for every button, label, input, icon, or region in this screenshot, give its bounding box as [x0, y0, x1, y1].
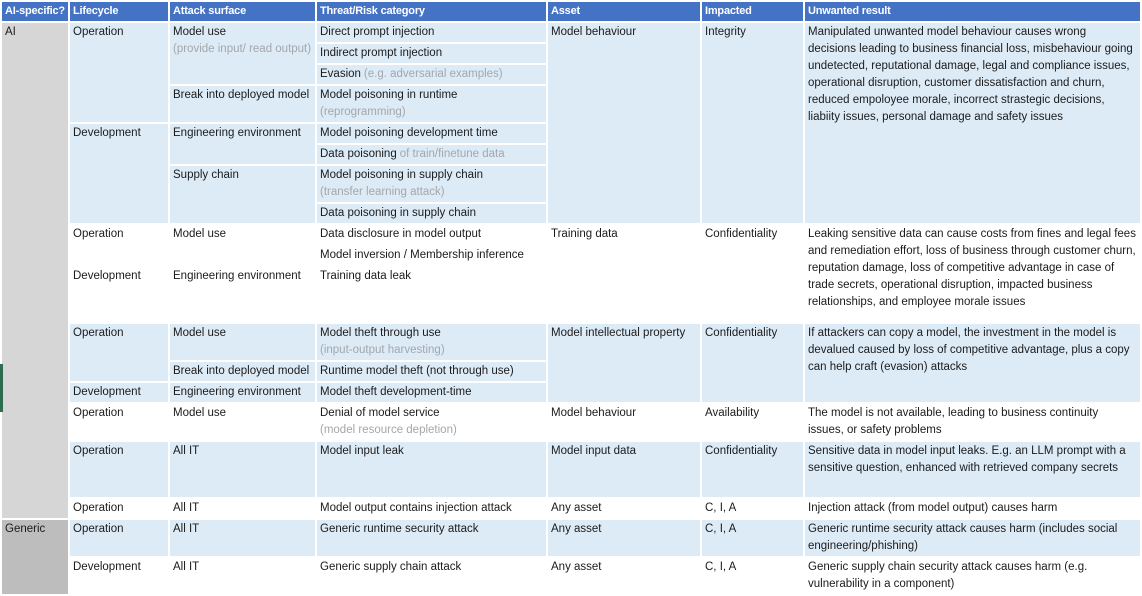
- cell-threat[interactable]: Model poisoning development time: [316, 123, 547, 144]
- cell-lifecycle[interactable]: Operation: [69, 403, 169, 441]
- threat-note: (reprogramming): [320, 106, 406, 118]
- cell-unwanted-result[interactable]: If attackers can copy a model, the investment in the model is devalued caused by loss of competitive advantage, plus a copy can help craft (evasion) attacks: [804, 323, 1141, 403]
- cell-lifecycle[interactable]: Development: [69, 382, 169, 403]
- cell-asset[interactable]: Training data: [547, 224, 701, 323]
- cell-attack-surface[interactable]: All IT: [169, 441, 316, 498]
- cell-threat[interactable]: [316, 403, 547, 441]
- cell-asset[interactable]: Model behaviour: [547, 403, 701, 441]
- header-asset[interactable]: Asset: [547, 1, 701, 22]
- header-attack-surface[interactable]: Attack surface: [169, 1, 316, 22]
- table-row: [1, 498, 1141, 519]
- cell-unwanted-result[interactable]: Generic supply chain security attack causes harm (e.g. vulnerability in a component): [804, 557, 1141, 595]
- cell-lifecycle[interactable]: Development: [69, 123, 169, 224]
- cell-impacted[interactable]: C, I, A: [701, 557, 804, 595]
- cell-threat[interactable]: Data disclosure in model output: [316, 224, 547, 245]
- cell-threat[interactable]: [316, 144, 547, 165]
- header-row: [1, 1, 1141, 22]
- cell-threat[interactable]: [316, 85, 547, 123]
- cell-threat[interactable]: Training data leak: [316, 266, 547, 323]
- cell-impacted[interactable]: Confidentiality: [701, 224, 804, 323]
- cell-lifecycle[interactable]: Development: [69, 266, 169, 323]
- cell-asset[interactable]: Any asset: [547, 498, 701, 519]
- table-row: [1, 519, 1141, 557]
- cell-asset[interactable]: Any asset: [547, 519, 701, 557]
- header-unwanted-result[interactable]: Unwanted result: [804, 1, 1141, 22]
- threat-label: Data poisoning: [320, 148, 397, 160]
- cell-threat[interactable]: Model output contains injection attack: [316, 498, 547, 519]
- cell-attack-surface[interactable]: Engineering environment: [169, 123, 316, 165]
- cell-unwanted-result[interactable]: The model is not available, leading to business continuity issues, or safety problems: [804, 403, 1141, 441]
- cell-attack-surface[interactable]: Supply chain: [169, 165, 316, 224]
- threat-label: Model poisoning in runtime: [320, 89, 458, 101]
- cell-lifecycle[interactable]: Operation: [69, 22, 169, 123]
- cell-impacted[interactable]: Integrity: [701, 22, 804, 224]
- cell-threat[interactable]: [316, 323, 547, 361]
- cell-attack-surface[interactable]: Model use: [169, 224, 316, 266]
- table-row: [1, 441, 1141, 498]
- cell-impacted[interactable]: Availability: [701, 403, 804, 441]
- threat-label: Denial of model service: [320, 407, 440, 419]
- cell-attack-surface[interactable]: Model use: [169, 323, 316, 361]
- cell-threat[interactable]: Model theft development-time: [316, 382, 547, 403]
- cell-unwanted-result[interactable]: Leaking sensitive data can cause costs from fines and legal fees and remediation effort, loss of business through customer churn, reputation damage, loss of competitive advantage in case of trade secrets, operational disruption, impacted business relationships, and employee morale issues: [804, 224, 1141, 323]
- cell-attack-surface[interactable]: Model use: [169, 403, 316, 441]
- cell-attack-surface[interactable]: All IT: [169, 557, 316, 595]
- cell-threat[interactable]: Indirect prompt injection: [316, 43, 547, 64]
- cell-asset[interactable]: Model intellectual property: [547, 323, 701, 403]
- cell-impacted[interactable]: Confidentiality: [701, 441, 804, 498]
- cell-unwanted-result[interactable]: Generic runtime security attack causes harm (includes social engineering/phishing): [804, 519, 1141, 557]
- cell-threat[interactable]: Data poisoning in supply chain: [316, 203, 547, 224]
- threat-note: (e.g. adversarial examples): [363, 68, 503, 80]
- threat-label: Model theft through use: [320, 327, 441, 339]
- cell-lifecycle[interactable]: Operation: [69, 323, 169, 382]
- cell-threat[interactable]: [316, 64, 547, 85]
- cell-impacted[interactable]: C, I, A: [701, 519, 804, 557]
- cell-lifecycle[interactable]: Operation: [69, 498, 169, 519]
- cell-threat[interactable]: Runtime model theft (not through use): [316, 361, 547, 382]
- threat-note: (model resource depletion): [320, 424, 457, 436]
- cell-unwanted-result[interactable]: Injection attack (from model output) causes harm: [804, 498, 1141, 519]
- cell-attack-surface[interactable]: Break into deployed model: [169, 85, 316, 123]
- cell-unwanted-result[interactable]: Manipulated unwanted model behaviour causes wrong decisions leading to business financial loss, misbehaviour going undetected, reputational damage, legal and compliance issues, operational disruption, customer dissatisfaction and churn, reduced empoloyee morale, incorrect strastegic decisions, liabiity issues, personal damage and safety issues: [804, 22, 1141, 224]
- cell-impacted[interactable]: Confidentiality: [701, 323, 804, 403]
- cell-threat[interactable]: [316, 165, 547, 203]
- threat-note: of train/finetune data: [399, 148, 505, 160]
- threat-label: Evasion: [320, 68, 361, 80]
- cell-ai-specific-ai[interactable]: AI: [1, 22, 69, 519]
- cell-threat[interactable]: Generic supply chain attack: [316, 557, 547, 595]
- table-row: [1, 323, 1141, 361]
- cell-threat[interactable]: Generic runtime security attack: [316, 519, 547, 557]
- header-ai-specific[interactable]: AI-specific?: [1, 1, 69, 22]
- cell-attack-surface[interactable]: All IT: [169, 519, 316, 557]
- threat-note: (transfer learning attack): [320, 186, 445, 198]
- attack-note: (provide input/ read output): [173, 43, 312, 55]
- cell-attack-surface[interactable]: Break into deployed model: [169, 361, 316, 382]
- table-row: [1, 224, 1141, 245]
- left-accent-stripe: [0, 364, 3, 412]
- table-row: [1, 557, 1141, 595]
- cell-threat[interactable]: Model input leak: [316, 441, 547, 498]
- threat-label: Model poisoning in supply chain: [320, 169, 484, 181]
- cell-asset[interactable]: Model behaviour: [547, 22, 701, 224]
- cell-threat[interactable]: Model inversion / Membership inference: [316, 245, 547, 266]
- cell-lifecycle[interactable]: Development: [69, 557, 169, 595]
- header-impacted[interactable]: Impacted: [701, 1, 804, 22]
- cell-attack-surface[interactable]: Engineering environment: [169, 382, 316, 403]
- table-row: [1, 403, 1141, 441]
- header-threat-category[interactable]: Threat/Risk category: [316, 1, 547, 22]
- cell-lifecycle[interactable]: Operation: [69, 441, 169, 498]
- cell-lifecycle[interactable]: Operation: [69, 519, 169, 557]
- cell-attack-surface[interactable]: All IT: [169, 498, 316, 519]
- cell-impacted[interactable]: C, I, A: [701, 498, 804, 519]
- cell-attack-surface[interactable]: [169, 22, 316, 85]
- cell-ai-specific-generic[interactable]: Generic: [1, 519, 69, 595]
- cell-lifecycle[interactable]: Operation: [69, 224, 169, 266]
- header-lifecycle[interactable]: Lifecycle: [69, 1, 169, 22]
- cell-threat[interactable]: Direct prompt injection: [316, 22, 547, 43]
- table-row: [1, 22, 1141, 43]
- cell-unwanted-result[interactable]: Sensitive data in model input leaks. E.g. an LLM prompt with a sensitive question, enhanced with retrieved company secrets: [804, 441, 1141, 498]
- threat-note: (input-output harvesting): [320, 344, 445, 356]
- cell-asset[interactable]: Model input data: [547, 441, 701, 498]
- cell-attack-surface[interactable]: Engineering environment: [169, 266, 316, 323]
- cell-asset[interactable]: Any asset: [547, 557, 701, 595]
- attack-label: Model use: [173, 26, 227, 38]
